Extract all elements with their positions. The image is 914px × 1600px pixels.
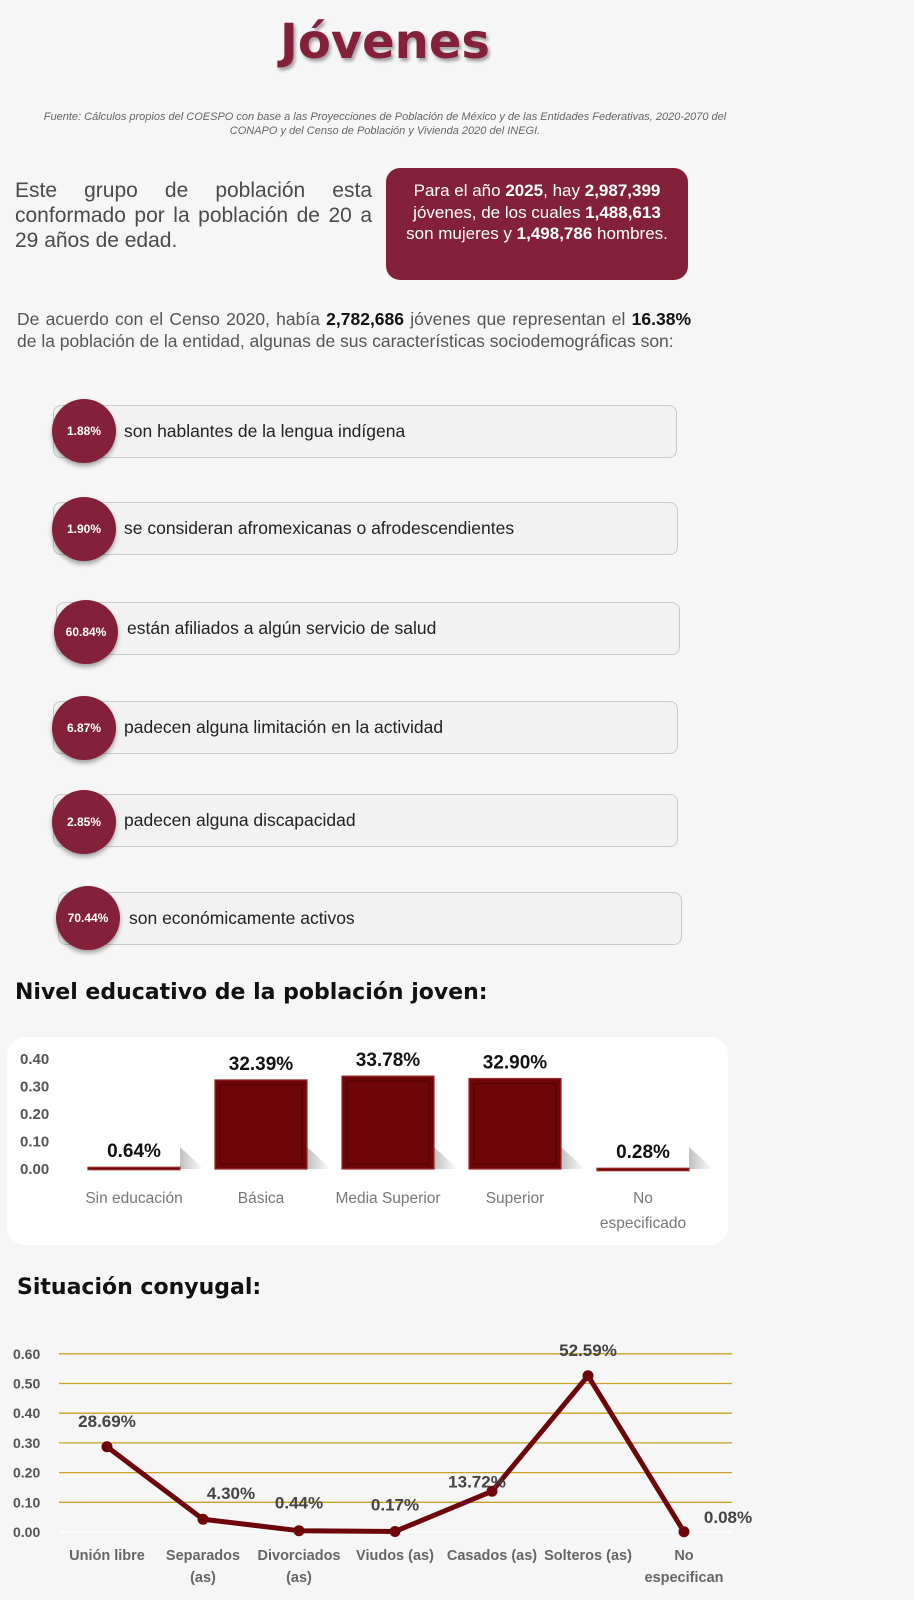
data-label: 0.64% <box>107 1141 161 1163</box>
x-tick-label: Divorciados <box>257 1548 341 1564</box>
highlight-text: hombres. <box>592 224 668 243</box>
stat-row <box>53 701 678 754</box>
data-point <box>679 1526 690 1537</box>
x-tick-label: especificado <box>599 1215 687 1232</box>
census-text <box>17 309 691 352</box>
data-label: 13.72% <box>448 1472 506 1492</box>
marital-section-title: Situación conyugal: <box>17 1275 262 1300</box>
stat-value-badge: 2.85% <box>52 790 116 854</box>
stat-row <box>53 502 678 555</box>
highlight-year: 2025 <box>505 181 544 200</box>
data-label: 33.78% <box>355 1050 421 1072</box>
stat-value-badge: 1.88% <box>52 399 116 463</box>
source-note: Fuente: Cálculos propios del COESPO con base a las Proyecciones de Población de México y de las Entidades Federativas, 2020-2070 del CONAPO y del Censo de Población y Vivienda 2020 del INEGI. <box>43 111 727 137</box>
x-tick-label: Solteros (as) <box>544 1548 632 1564</box>
data-label: 4.30% <box>206 1484 256 1504</box>
y-tick-label: 0.40 <box>20 1051 50 1068</box>
highlight-total: 2,987,399 <box>584 181 661 200</box>
x-tick-label: No <box>674 1548 694 1564</box>
bar-shadow <box>434 1147 458 1169</box>
census-percent: 16.38% <box>631 309 692 329</box>
data-label: 52.59% <box>559 1340 617 1360</box>
highlight-box <box>386 168 688 280</box>
y-tick-label: 0.30 <box>20 1078 50 1096</box>
y-tick-label: 0.00 <box>13 1524 41 1540</box>
y-tick-label: 0.40 <box>13 1405 41 1422</box>
y-tick-label: 0.10 <box>13 1494 41 1511</box>
x-tick-label: Unión libre <box>69 1548 145 1564</box>
stat-value-badge: 6.87% <box>52 696 116 760</box>
bar <box>342 1076 434 1169</box>
x-tick-label: Básica <box>237 1190 285 1207</box>
bar-shadow <box>561 1147 585 1169</box>
highlight-text: Para el año <box>413 181 506 200</box>
data-label: 32.39% <box>228 1053 294 1075</box>
page-title: Jóvenes <box>280 14 490 70</box>
x-tick-label: (as) <box>190 1570 216 1586</box>
data-label: 0.08% <box>703 1507 753 1527</box>
highlight-women: 1,488,613 <box>585 202 661 222</box>
x-tick-label: (as) <box>286 1570 312 1586</box>
y-tick-label: 0.20 <box>13 1464 41 1481</box>
intro-text: Este grupo de población esta conformado por la población de 20 a 29 años de edad. <box>15 179 372 252</box>
bar-shadow <box>180 1147 204 1169</box>
y-tick-label: 0.20 <box>20 1106 50 1123</box>
data-point <box>390 1526 401 1537</box>
stat-value-badge: 1.90% <box>52 497 116 561</box>
education-bar-chart <box>7 1037 728 1245</box>
census-part: jóvenes que representan el <box>404 309 632 329</box>
stat-row <box>53 794 678 847</box>
stat-label: están afiliados a algún servicio de salud <box>127 618 437 638</box>
stat-label: son hablantes de la lengua indígena <box>124 421 406 441</box>
bar <box>215 1080 307 1169</box>
y-tick-label: 0.60 <box>13 1345 41 1362</box>
x-tick-label: Separados <box>165 1548 241 1564</box>
data-label: 0.28% <box>616 1142 670 1164</box>
y-tick-label: 0.50 <box>13 1375 41 1392</box>
census-count: 2,782,686 <box>326 309 405 329</box>
data-label: 32.90% <box>482 1052 548 1074</box>
x-tick-label: Superior <box>485 1190 545 1207</box>
stat-row <box>53 405 677 458</box>
data-point <box>102 1441 113 1452</box>
x-tick-label: No <box>633 1190 653 1207</box>
stat-value-badge: 70.44% <box>56 886 120 950</box>
y-tick-label: 0.10 <box>20 1133 50 1151</box>
data-point <box>583 1370 594 1381</box>
y-tick-label: 0.00 <box>20 1161 50 1178</box>
data-label: 28.69% <box>78 1411 136 1431</box>
bar <box>88 1167 180 1170</box>
data-label: 0.17% <box>370 1495 420 1515</box>
stat-value-badge: 60.84% <box>54 600 118 664</box>
marital-line-chart <box>0 1320 914 1600</box>
stat-label: se consideran afromexicanas o afrodescendientes <box>124 518 515 538</box>
highlight-text: , hay <box>543 181 585 200</box>
bar <box>469 1079 561 1169</box>
x-tick-label: Media Superior <box>335 1190 441 1207</box>
bar <box>597 1168 689 1171</box>
highlight-text: jóvenes, de los cuales <box>413 202 586 222</box>
stat-label: padecen alguna limitación en la actividad <box>124 717 444 737</box>
stat-label: padecen alguna discapacidad <box>124 810 356 830</box>
data-point <box>294 1525 305 1536</box>
census-part: De acuerdo con el Censo 2020, había <box>17 309 327 329</box>
data-point <box>198 1514 209 1525</box>
bar-shadow <box>307 1147 331 1169</box>
highlight-men: 1,498,786 <box>516 224 593 243</box>
highlight-text: son mujeres y <box>406 224 517 243</box>
x-tick-label: Viudos (as) <box>356 1548 434 1564</box>
stat-row <box>56 602 680 655</box>
stat-label: son económicamente activos <box>129 908 355 928</box>
education-section-title: Nivel educativo de la población joven: <box>15 980 488 1005</box>
y-tick-label: 0.30 <box>13 1434 41 1451</box>
census-part: de la población de la entidad, algunas de sus características sociodemográficas son: <box>17 330 674 351</box>
stat-row <box>58 892 682 945</box>
x-tick-label: especifican <box>644 1570 724 1586</box>
x-tick-label: Sin educación <box>85 1190 183 1207</box>
x-tick-label: Casados (as) <box>446 1548 538 1564</box>
data-label: 0.44% <box>274 1493 324 1513</box>
bar-shadow <box>689 1147 713 1169</box>
